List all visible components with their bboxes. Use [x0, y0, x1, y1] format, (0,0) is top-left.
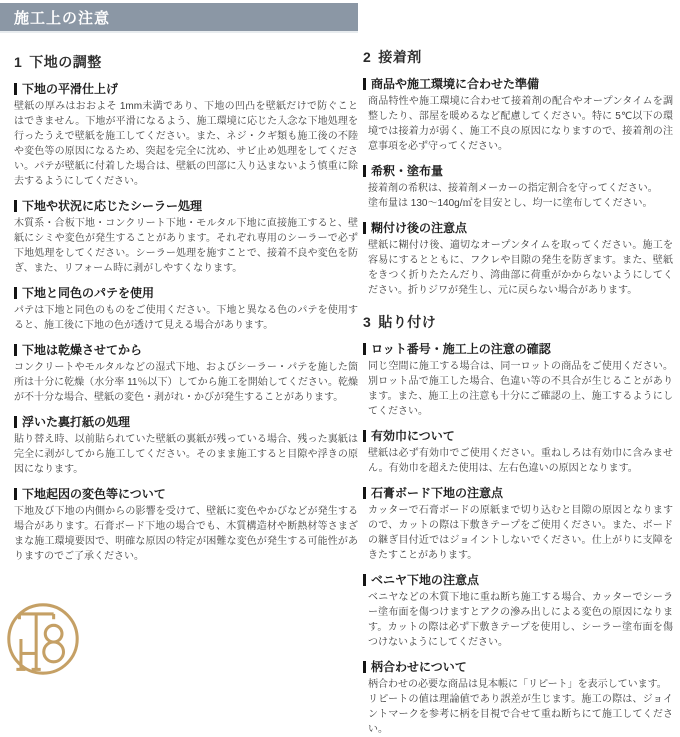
heading-bar-icon	[363, 430, 366, 442]
subsection	[14, 284, 358, 333]
subsection	[14, 485, 358, 564]
heading-bar-icon	[14, 416, 17, 428]
subsection-title: 糊付け後の注意点	[371, 221, 468, 235]
subsection-heading	[363, 162, 673, 179]
logo-letter-8	[44, 625, 64, 661]
heading-bar-icon	[363, 343, 366, 355]
subsection	[14, 413, 358, 477]
subsection	[363, 75, 673, 154]
section-title: 接着剤	[378, 49, 422, 65]
heading-bar-icon	[363, 487, 366, 499]
subsection-heading	[14, 413, 358, 430]
subsection-heading	[14, 341, 358, 358]
body-paragraph: パテは下地と同色のものをご使用ください。下地と異なる色のパテを使用すると、施工後に下地の色が透けて見える場合があります。	[14, 305, 358, 331]
body-paragraph: カッターで石膏ボードの原紙まで切り込むと目隙の原因となりますので、カットの際は下敷きテープをご使用ください。また、ボードの継ぎ目付近ではジョイントしないでください。仕上がりに支障をきたすことがあります。	[368, 505, 673, 561]
column-right	[363, 47, 673, 737]
body-paragraph: 同じ空間に施工する場合は、同一ロットの商品をご使用ください。別ロット品で施工した場合、色違い等の不具合が生じることがあります。また、施工上の注意も十分にご確認の上、施工するようにしてください。	[368, 361, 673, 417]
heading-bar-icon	[363, 165, 366, 177]
subsection	[363, 219, 673, 298]
subsection-title: 石膏ボード下地の注意点	[371, 486, 504, 500]
heading-bar-icon	[14, 488, 17, 500]
subsection-heading	[363, 427, 673, 444]
subsection-heading	[363, 75, 673, 92]
brand-logo	[5, 601, 81, 677]
body-paragraph: 壁紙の厚みはおおよそ 1mm未満であり、下地の凹凸を壁紙だけで防ぐことはできません。下地が平滑になるよう、施工環境に応じた入念な下地処理を行ったうえで壁紙を施工してください。また、ネジ・クギ類も施工後の不陸や変色等の原因になるため、突起を完全に沈め、サビ止め処理をしてください。パテが壁紙に付着した場合は、壁紙の凹部に入り込まないよう慎重に除去するようにしてください。	[14, 101, 358, 187]
section-title: 下地の調整	[29, 54, 102, 70]
subsection-title: ベニヤ下地の注意点	[371, 573, 480, 587]
section-number: 3	[363, 314, 372, 330]
body-paragraph: コンクリートやモルタルなどの湿式下地、およびシーラー・パテを施した箇所は十分に乾燥（水分率 11％以下）してから施工を開始してください。乾燥が不十分な場合、壁紙の変色・剥がれ・かびが発生することがあります。	[14, 362, 358, 403]
subsection-title: 下地の平滑仕上げ	[22, 82, 119, 96]
section-heading	[363, 312, 673, 332]
page-title: 施工上の注意	[14, 9, 111, 27]
subsection-heading	[363, 219, 673, 236]
body-paragraph: 柄合わせの必要な商品は見本帳に「リピート」を表示しています。	[368, 679, 667, 690]
body-paragraph: ベニヤなどの木質下地に重ね断ち施工する場合、カッターでシーラー塗布面を傷つけますとアクの滲み出しによる変色の原因になります。カットの際は必ず下敷きテープを使用し、シーラー塗布面を傷つけないようにしてください。	[368, 592, 673, 648]
body-paragraph: リピートの値は理論値であり誤差が生じます。施工の際は、ジョイントマークを参考に柄を目視で合せて重ね断ちにて施工してください。	[368, 694, 673, 735]
body-paragraph: 木質系・合板下地・コンクリート下地・モルタル下地に直接施工すると、壁紙にシミや変色が発生することがあります。それぞれ専用のシーラーで必ず下地処理をしてください。シーラー処理を施すことで、接着不良や変色を防ぎ、また、リフォーム時に剥がしやすくなります。	[14, 218, 358, 274]
subsection	[363, 340, 673, 419]
subsection-title: 下地と同色のパテを使用	[22, 286, 155, 300]
subsection	[363, 162, 673, 211]
subsection	[363, 658, 673, 737]
subsection-heading	[14, 284, 358, 301]
subsection-heading	[14, 80, 358, 97]
subsection-title: ロット番号・施工上の注意の確認	[371, 342, 551, 356]
subsection-title: 浮いた裏打紙の処理	[22, 415, 131, 429]
subsection-title: 柄合わせについて	[371, 660, 467, 674]
heading-bar-icon	[14, 344, 17, 356]
section-number: 1	[14, 54, 23, 70]
subsection	[363, 484, 673, 563]
heading-bar-icon	[363, 574, 366, 586]
subsection	[363, 427, 673, 476]
subsection-title: 下地起因の変色等について	[22, 487, 166, 501]
body-paragraph: 下地及び下地の内側からの影響を受けて、壁紙に変色やかびなどが発生する場合があります。石膏ボード下地の場合でも、木質構造材や断熱材等さまざまな施工環境要因で、明確な原因の特定が困難な変色が発生する可能性がありますのでご了承ください。	[14, 506, 358, 562]
body-paragraph: 壁紙は必ず有効巾でご使用ください。重ねしろは有効巾に含みません。有効巾を超えた使用は、左右色違いの原因となります。	[368, 448, 673, 474]
subsection-heading	[363, 658, 673, 675]
subsection-title: 希釈・塗布量	[371, 164, 444, 178]
subsection-heading	[363, 340, 673, 357]
section-heading	[14, 52, 358, 72]
page-header	[0, 3, 358, 33]
heading-bar-icon	[363, 661, 366, 673]
body-paragraph: 壁紙に糊付け後、適切なオープンタイムを取ってください。施工を容易にするとともに、フクレや目隙の発生を防ぎます。また、壁紙をきつく折りたたんだり、湾曲部に荷重がかからないようにしてください。折りジワが発生し、元に戻らない場合があります。	[368, 240, 673, 296]
subsection-title: 商品や施工環境に合わせた準備	[371, 77, 540, 91]
heading-bar-icon	[14, 287, 17, 299]
body-paragraph: 塗布量は 130〜140g/㎡を目安とし、均一に塗布してください。	[368, 198, 653, 209]
subsection-heading	[363, 571, 673, 588]
heading-bar-icon	[363, 78, 366, 90]
subsection	[14, 197, 358, 276]
heading-bar-icon	[363, 222, 366, 234]
section-number: 2	[363, 49, 372, 65]
section-title: 貼り付け	[378, 314, 437, 330]
column-left	[14, 52, 358, 564]
subsection-title: 有効巾について	[371, 429, 455, 443]
subsection-title: 下地は乾燥させてから	[22, 343, 143, 357]
subsection	[363, 571, 673, 650]
section-heading	[363, 47, 673, 67]
heading-bar-icon	[14, 200, 17, 212]
subsection-heading	[363, 484, 673, 501]
subsection	[14, 341, 358, 405]
body-paragraph: 貼り替え時、以前貼られていた壁紙の裏紙が残っている場合、残った裏紙は完全に剥がしてから施工してください。そのまま施工すると目隙や浮きの原因になります。	[14, 434, 358, 475]
subsection-heading	[14, 197, 358, 214]
subsection-heading	[14, 485, 358, 502]
subsection-title: 下地や状況に応じたシーラー処理	[22, 199, 203, 213]
body-paragraph: 接着剤の希釈は、接着剤メーカーの指定割合を守ってください。	[368, 183, 658, 194]
body-paragraph: 商品特性や施工環境に合わせて接着剤の配合やオープンタイムを調整したり、部屋を暖めるなど配慮してください。特に 5℃以下の環境では接着力が弱く、施工不良の原因になりますので、接着剤の注意事項を必ず守ってください。	[368, 96, 673, 152]
subsection	[14, 80, 358, 189]
heading-bar-icon	[14, 83, 17, 95]
